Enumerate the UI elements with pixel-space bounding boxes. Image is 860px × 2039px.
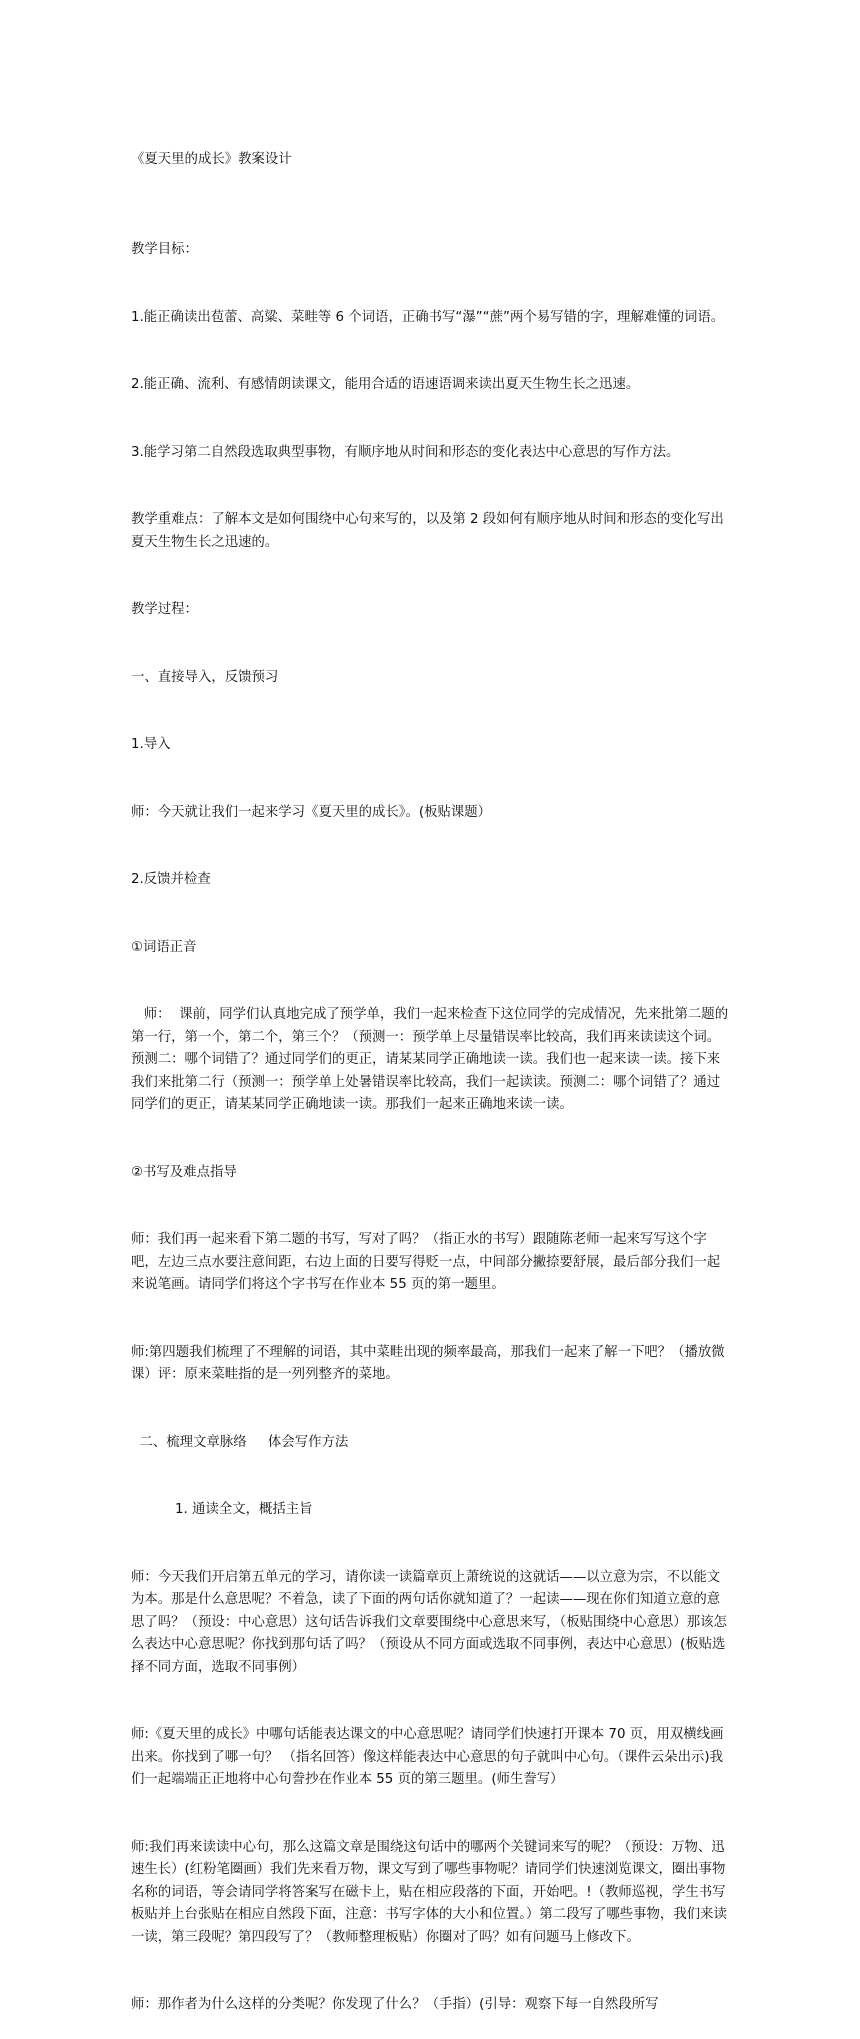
section-2-heading: 二、梳理文章脉络 体会写作方法 bbox=[131, 1434, 349, 1450]
key-difficulties: 教学重难点：了解本文是如何围绕中心句来写的，以及第 2 段如何有顺序地从时间和形态的变化写出夏天生物生长之迅速的。 bbox=[131, 512, 724, 550]
subsection-read-through: 1. 通读全文，概括主旨 bbox=[175, 1502, 313, 1517]
paragraph-keywords: 师:我们再来读读中心句，那么这篇文章是围绕这句话中的哪两个关键词来写的呢？（预设：万物、迅速生长）(红粉笔圈画）我们先来看万物，课文写到了哪些事物呢？请同学们快速浏览课文，圈出事物名称的词语，等会请同学将答案写在磁卡上，贴在相应段落的下面，开始吧。!（教师巡视，学生书写板贴并上台张贴在相应自然段下面，注意：书写字体的大小和位置。）第二段写了哪些事物，我们来读一读，第三段呢？第四段写了？（教师整理板贴）你圈对了吗？如有问题马上修改下。 bbox=[131, 1839, 727, 1945]
paragraph-vocabulary: 师:第四题我们梳理了不理解的词语，其中菜畦出现的频率最高，那我们一起来了解一下吧？（播放微课）评：原来菜畦指的是一列列整齐的菜地。 bbox=[131, 1344, 725, 1382]
objective-1: 1.能正确读出苞蕾、高粱、菜畦等 6 个词语，正确书写“瀑”“蔗”两个易写错的字，理解难懂的词语。 bbox=[131, 309, 725, 325]
document-page bbox=[131, 104, 731, 2039]
paragraph-unit-intro: 师：今天我们开启第五单元的学习，请你读一读篇章页上萧统说的这就话——以立意为宗，不以能文为本。那是什么意思呢？不着急，读了下面的两句话你就知道了？一起读——现在你们知道立意的意思了吗？（预设：中心意思）这句话告诉我们文章要围绕中心意思来写，（板贴围绕中心意思）那该怎么表达中心意思呢？你找到那句话了吗？（预设从不同方面或选取不同事例，表达中心意思）(板贴选择不同方面，选取不同事例） bbox=[131, 1569, 727, 1675]
paragraph-intro: 师：今天就让我们一起来学习《夏天里的成长》。(板贴课题） bbox=[131, 804, 492, 820]
subsection-intro: 1.导入 bbox=[131, 737, 171, 752]
objective-2: 2.能正确、流利、有感情朗读课文，能用合适的语速语调来读出夏天生物生长之迅速。 bbox=[131, 377, 640, 392]
process-heading: 教学过程： bbox=[131, 602, 198, 617]
item-writing-guidance: ②书写及难点指导 bbox=[131, 1164, 237, 1180]
item-pronunciation: ①词语正音 bbox=[131, 939, 197, 955]
objective-3: 3.能学习第二自然段选取典型事物，有顺序地从时间和形态的变化表达中心意思的写作方法。 bbox=[131, 444, 680, 460]
subsection-feedback: 2.反馈并检查 bbox=[131, 872, 211, 887]
document-title: 《夏天里的成长》教案设计 bbox=[131, 152, 292, 167]
section-1-heading: 一、直接导入，反馈预习 bbox=[131, 669, 279, 685]
paragraph-writing: 师：我们再一起来看下第二题的书写，写对了吗？（指正水的书写）跟随陈老师一起来写写这个字吧，左边三点水要注意间距，右边上面的日要写得贬一点，中间部分撇捺要舒展，最后部分我们一起来说笔画。请同学们将这个字书写在作业本 55 页的第一题里。 bbox=[131, 1232, 721, 1292]
objectives-heading: 教学目标： bbox=[131, 242, 198, 257]
paragraph-central-sentence: 师:《夏天里的成长》中哪句话能表达课文的中心意思呢？请同学们快速打开课本 70 页，用双横线画出来。你找到了哪一句？ （指名回答）像这样能表达中心意思的句子就叫中心句。（课件云朵出示)我们一起端端正正地将中心句誊抄在作业本 55 页的第三题里。(师生誊写） bbox=[131, 1727, 724, 1787]
paragraph-pronunciation: 师： 课前，同学们认真地完成了预学单，我们一起来检查下这位同学的完成情况，先来批第二题的第一行，第一个，第二个，第三个？（预测一：预学单上尽量错误率比较高，我们再来读读这个词。预测二：哪个词错了？通过同学们的更正，请某某同学正确地读一读。我们也一起来读一读。接下来我们来批第二行（预测一：预学单上处暑错误率比较高，我们一起读读。预测二：哪个词错了？通过同学们的更正，请某某同学正确地读一读。那我们一起来正确地来读一读。 bbox=[131, 1007, 729, 1112]
paragraph-classification: 师：那作者为什么这样的分类呢？你发现了什么？（手指）(引导：观察下每一自然段所写 bbox=[131, 1997, 659, 2012]
